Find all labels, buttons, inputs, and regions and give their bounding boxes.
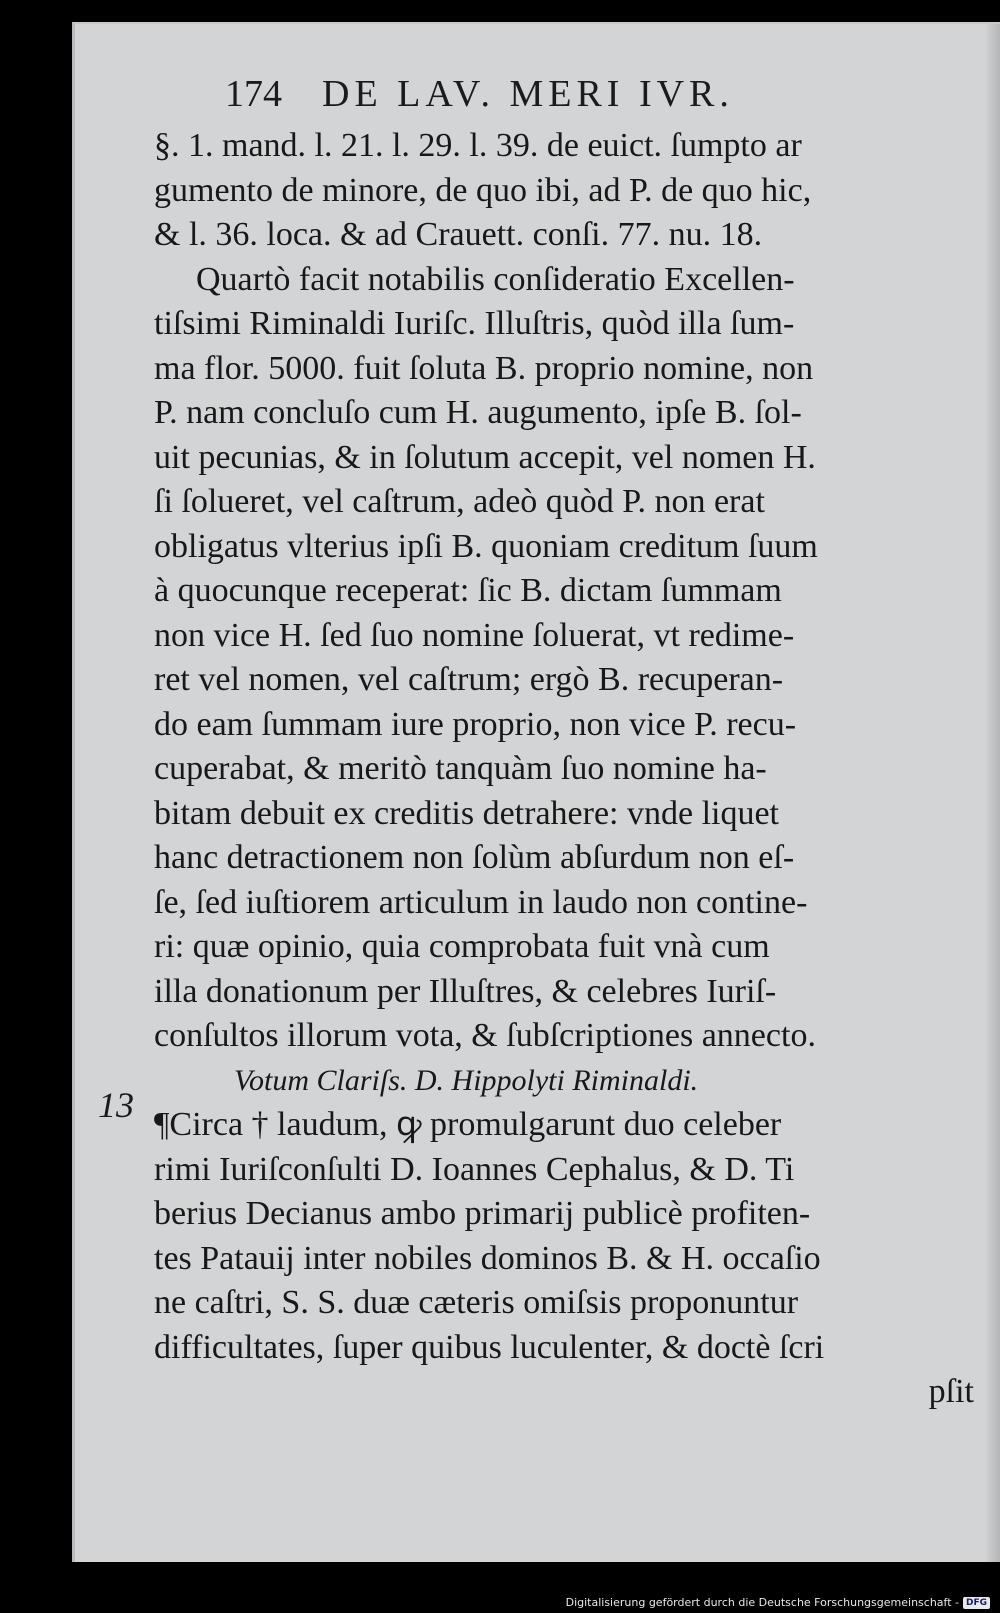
text-line: bitam debuit ex creditis detrahere: vnde liquet: [154, 794, 779, 832]
text-line: ſi ſolueret, vel caſtrum, adeò quòd P. non erat: [154, 483, 765, 520]
text-line: ret vel nomen, vel caſtrum; ergò B. recuperan-: [154, 661, 784, 698]
text-line: ¶Circa † laudum, ꝙ promulgarunt duo celeber: [154, 1106, 782, 1143]
page-header: [225, 72, 734, 116]
text-line: & l. 36. loca. & ad Crauett. conſi. 77. nu. 18.: [154, 216, 763, 253]
text-line: hanc detractionem non ſolùm abſurdum non eſ-: [154, 839, 795, 876]
dfg-logo: DFG: [963, 1597, 990, 1609]
text-line: tiſsimi Riminaldi Iuriſc. Illuſtris, quòd illa ſum-: [154, 305, 795, 342]
text-line: ri: quæ opinio, quia comprobata fuit vnà cum: [154, 928, 770, 965]
text-line: ne caſtri, S. S. duæ cæteris omiſsis proponuntur: [154, 1284, 799, 1321]
page-number: 174: [225, 73, 282, 115]
text-line: berius Decianus ambo primarij publicè profiten-: [154, 1195, 811, 1232]
text-line: gumento de minore, de quo ibi, ad P. de quo hic,: [154, 171, 812, 209]
running-title: DE LAV. MERI IVR.: [322, 73, 734, 115]
text-line: cuperabat, & meritò tanquàm ſuo nomine ha-: [154, 750, 767, 787]
text-line: ma flor. 5000. fuit ſoluta B. proprio nomine, non: [154, 349, 814, 387]
text-line: illa donationum per Illuſtres, & celebres Iuriſ-: [154, 972, 777, 1010]
text-line: uit pecunias, & in ſolutum accepit, vel nomen H.: [154, 438, 816, 476]
body-text: [154, 124, 974, 1415]
text-line: difficultates, ſuper quibus luculenter, & doctè ſcri: [154, 1328, 825, 1366]
text-line: rimi Iuriſconſulti D. Ioannes Cephalus, & D. Ti: [154, 1150, 795, 1188]
text-line: tes Patauij inter nobiles dominos B. & H. occaſio: [154, 1239, 821, 1277]
catchword: pſit: [928, 1373, 974, 1410]
marginal-number: 13: [98, 1085, 134, 1125]
section-heading: Votum Clariſs. D. Hippolyti Riminaldi.: [234, 1063, 699, 1097]
text-line: do eam ſummam iure proprio, non vice P. recu-: [154, 705, 797, 743]
text-line: conſultos illorum vota, & ſubſcriptiones annecto.: [154, 1017, 816, 1054]
credit-text: Digitalisierung gefördert durch die Deutsche Forschungsgemeinschaft -: [565, 1596, 959, 1609]
text-line: ſe, ſed iuſtiorem articulum in laudo non contine-: [154, 883, 808, 921]
text-line: obligatus vlterius ipſi B. quoniam creditum ſuum: [154, 527, 818, 565]
text-line: non vice H. ſed ſuo nomine ſoluerat, vt redime-: [154, 616, 795, 654]
text-line: §. 1. mand. l. 21. l. 29. l. 39. de euict. ſumpto ar: [154, 127, 802, 164]
digitization-credit: [566, 1596, 990, 1609]
text-line: à quocunque receperat: ſic B. dictam ſummam: [154, 572, 782, 609]
text-line: P. nam concluſo cum H. augumento, ipſe B. ſol-: [154, 394, 802, 431]
text-line: Quartò facit notabilis conſideratio Excellen-: [196, 260, 795, 298]
